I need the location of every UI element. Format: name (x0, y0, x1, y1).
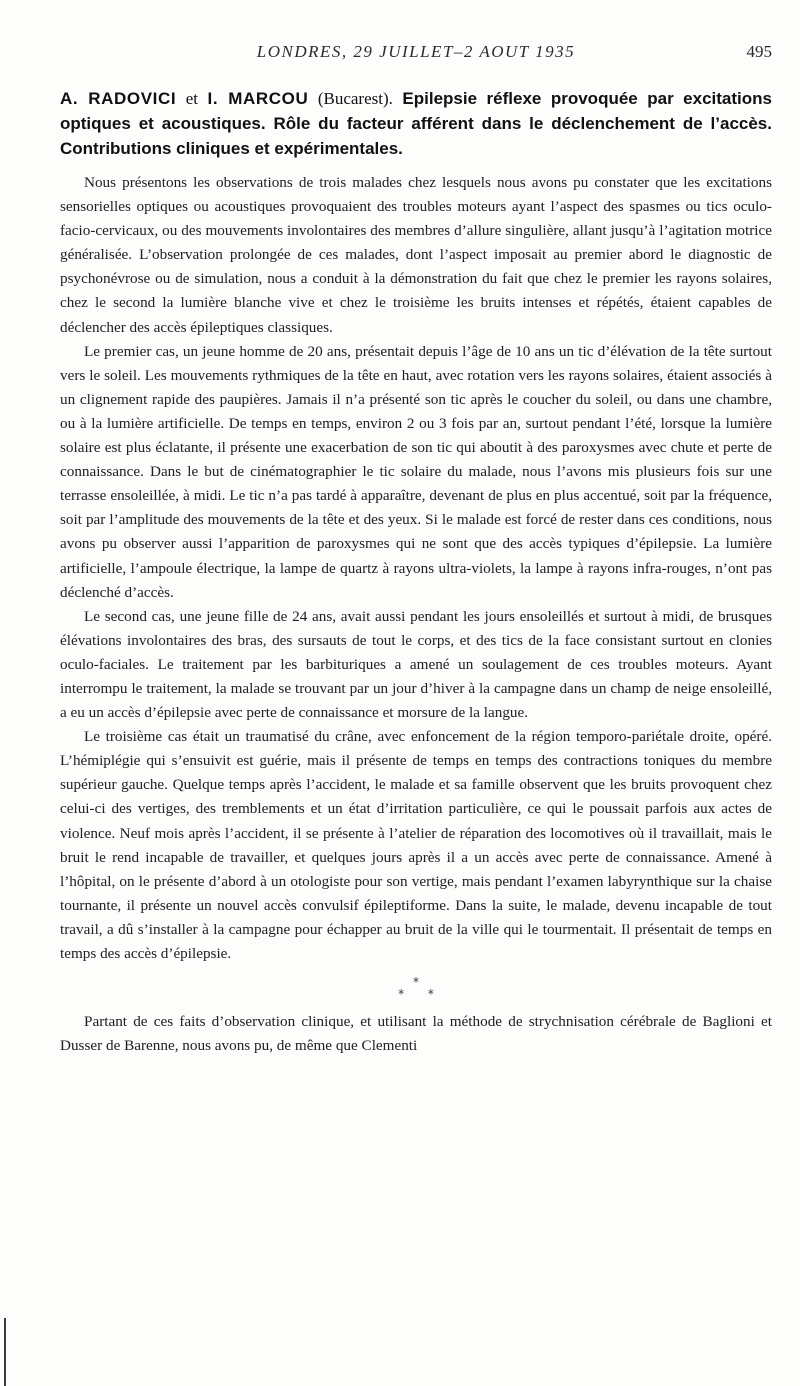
article-body (60, 171, 772, 1058)
running-header (60, 42, 772, 68)
page-number: 495 (746, 42, 772, 61)
affiliation: (Bucarest). (317, 89, 393, 108)
scan-edge-line (4, 1318, 6, 1386)
author-1: A. RADOVICI (60, 89, 177, 108)
paragraph-closing: Partant de ces faits d’observation clinique, et utilisant la méthode de strychnisation cérébrale de Baglioni et Dusser de Barenne, nous avons pu, de même que Clementi (60, 1013, 772, 1055)
running-title: LONDRES, 29 JUILLET–2 AOUT 1935 (256, 42, 576, 61)
article (60, 86, 772, 1058)
paragraph-case-3: Le troisième cas était un traumatisé du crâne, avec enfoncement de la région temporo-pariétale droite, opéré. L’hémiplégie qui s’ensuivit est guérie, mais il présente de temps en temps des contractions toniques du membre supérieur gauche. Quelque temps après l’accident, le malade et sa famille observent que les bruits provoquent chez celui-ci des vertiges, des tremblements et un état d’irritation particulière, ce qui le poussait parfois aux actes de violence. Neuf mois après l’accident, il se présente à l’atelier de réparation des locomotives où il travaillait, mais le bruit le rend incapable de travailler, et quelques jours après il a un accès avec perte de connaissance. Amené à l’hôpital, on le présente d’abord à un otologiste pour son vertige, mais pendant l’examen labyrynthique sur la chaise tournante, il présente un nouvel accès convulsif épileptiforme. Dans la suite, le malade, devenu incapable de tout travail, a dû s’installer à la campagne pour échapper au bruit de la ville qui le tourmentait. Il présentait de temps en temps des accès d’épilepsie. (60, 728, 772, 962)
author-connector: et (185, 89, 198, 108)
author-2: I. MARCOU (207, 89, 309, 108)
article-title: Epilepsie réflexe provoquée par excitations optiques et acoustiques. Rôle du facteur afférent dans le déclenchement de l’accès. Contributions cliniques et expérimentales. (60, 89, 772, 158)
article-title-block (60, 86, 772, 161)
paragraph-case-1: Le premier cas, un jeune homme de 20 ans, présentait depuis l’âge de 10 ans un tic d’élévation de la tête surtout vers le soleil. Les mouvements rythmiques de la tête en haut, avec rotation vers les rayons solaires, étaient associés à un clignement rapide des paupières. Jamais il n’a présenté son tic après le coucher du soleil, ou dans une chambre, ou à la lumière artificielle. De temps en temps, environ 2 ou 3 fois par an, surtout pendant l’été, lorsque la lumière solaire est plus éclatante, il présente une exacerbation de son tic qui aboutit à des paroxysmes avec chute et perte de connaissance. Dans le but de cinématographier le tic solaire du malade, nous l’avons mis plusieurs fois sur une terrasse ensoleillée, à midi. Le tic n’a pas tardé à apparaître, devenant de plus en plus accentué, soit par la fréquence, soit par l’amplitude des mouvements de la tête et des yeux. Si le malade est forcé de rester dans ces conditions, nous avons pu observer aussi l’apparition de paroxysmes qui ne sont que des accès typiques d’épilepsie. La lumière artificielle, l’ampoule électrique, la lampe de quartz à rayons ultra-violets, la lampe à rayons infra-rouges, n’ont pas déclenché d’accès. (60, 342, 772, 601)
separator-star-bottom: * * (398, 987, 444, 1002)
section-separator (60, 976, 772, 1000)
paragraph-case-2: Le second cas, une jeune fille de 24 ans, avait aussi pendant les jours ensoleillés et surtout à midi, de brusques élévations involontaires des bras, des sursauts de tout le corps, et des tics de la face consistant surtout en clonies oculo-faciales. Le traitement par les barbituriques a amené un soulagement de ces troubles moteurs. Ayant interrompu le traitement, la malade se trouvant par un jour d’hiver à la campagne dans un champ de neige ensoleillé, a eu un accès d’épilepsie avec perte de connaissance et morsure de la langue. (60, 607, 772, 722)
paragraph-intro: Nous présentons les observations de trois malades chez lesquels nous avons pu constater que les excitations sensorielles optiques ou acoustiques provoquaient des troubles moteurs ayant l’aspect des spasmes ou tics oculo-facio-cervicaux, ou des mouvements involontaires des membres d’allure singulière, allant jusqu’à l’agitation motrice généralisée. L’observation prolongée de ces malades, dont l’aspect imposait au premier abord le diagnostic de psychonévrose ou de simulation, nous a conduit à la démonstration du fait que chez le premier les rayons solaires, chez le second la lumière blanche vive et chez le troisième les bruits intenses et répétés, étaient capables de déclencher des accès épileptiques classiques. (60, 174, 772, 336)
separator-star-top: * (413, 975, 419, 990)
